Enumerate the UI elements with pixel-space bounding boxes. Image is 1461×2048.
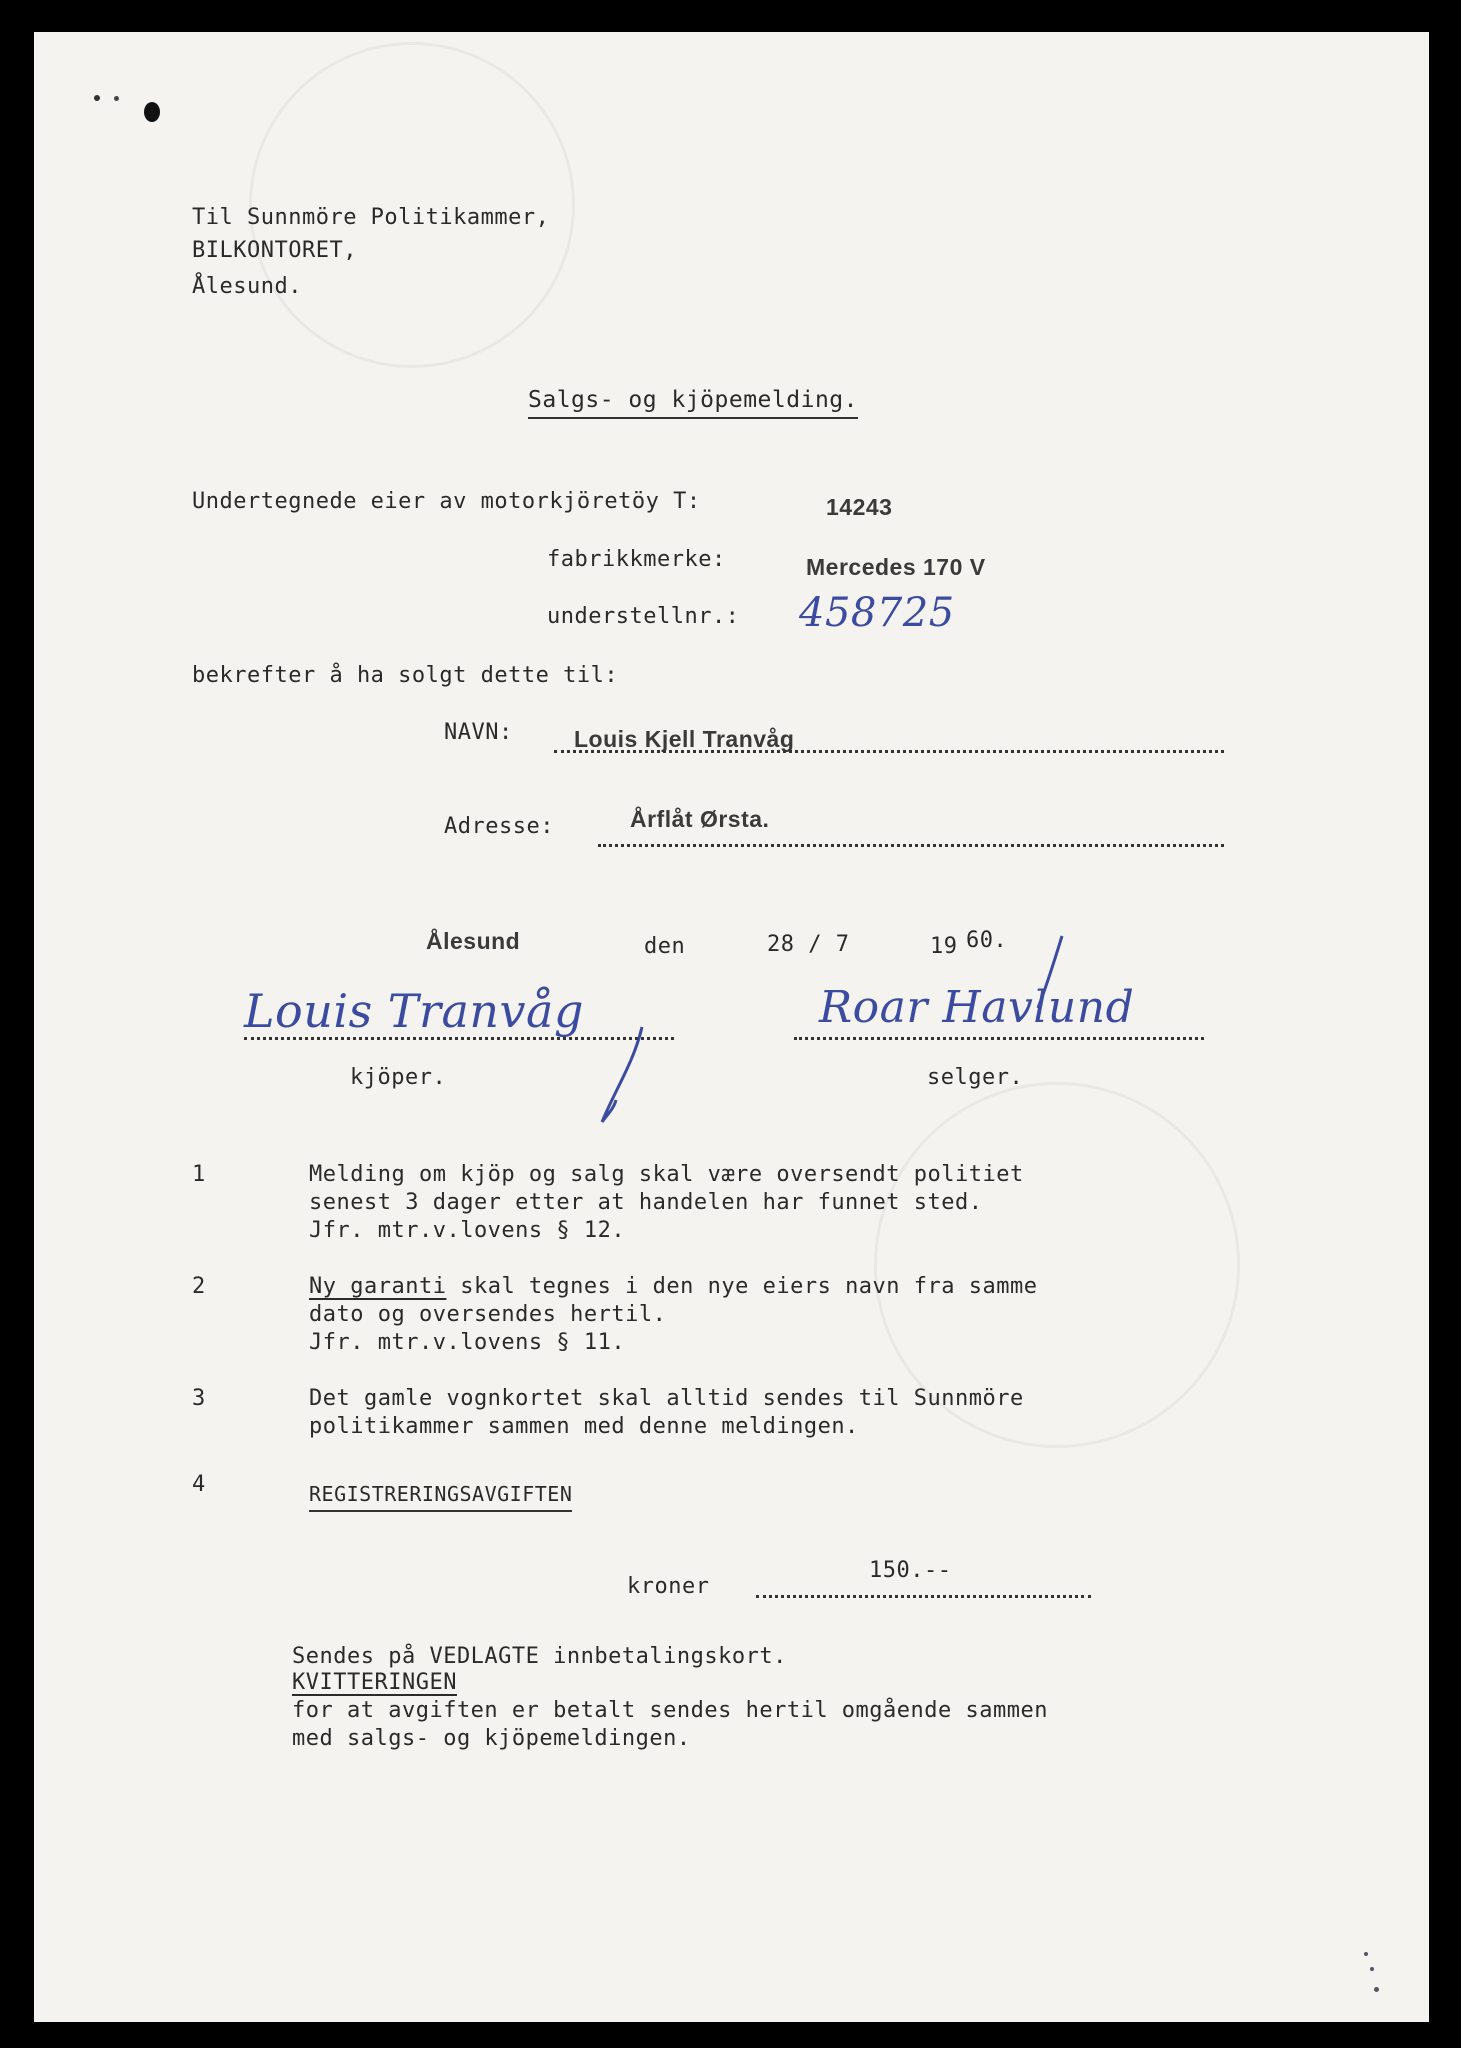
fee-dotted-line xyxy=(756,1595,1091,1598)
payment-line-1: Sendes på VEDLAGTE innbetalingskort. xyxy=(292,1644,787,1669)
payment-line-3: for at avgiften er betalt sendes hertil omgående sammen xyxy=(292,1698,1048,1723)
address-label: Adresse: xyxy=(444,814,554,839)
payment-line-2: KVITTERINGEN xyxy=(292,1670,457,1695)
item-2-line-1 xyxy=(309,1274,1038,1299)
document-page xyxy=(34,32,1429,2022)
seller-signature-stroke xyxy=(1024,932,1074,1012)
date-year-prefix: 19 xyxy=(930,934,958,959)
seller-signature-line xyxy=(794,1037,1204,1040)
item-3-number: 3 xyxy=(192,1386,206,1411)
ink-speck xyxy=(94,95,100,101)
ink-speck-2 xyxy=(114,96,119,101)
buyer-signature: Louis Tranvåg xyxy=(244,984,584,1038)
fee-label: kroner xyxy=(627,1574,710,1599)
make-label: fabrikkmerke: xyxy=(547,547,726,572)
item-4-number: 4 xyxy=(192,1472,206,1497)
item-2-line-3: Jfr. mtr.v.lovens § 11. xyxy=(309,1330,626,1355)
item-3-line-2: politikammer sammen med denne meldingen. xyxy=(309,1414,859,1439)
fee-amount: 150.-- xyxy=(869,1558,952,1583)
name-label: NAVN: xyxy=(444,720,513,745)
owner-label: Undertegnede eier av motorkjöretöy T: xyxy=(192,489,701,514)
ink-speck-4 xyxy=(1370,1967,1374,1971)
item-3-line-1: Det gamle vognkortet skal alltid sendes til Sunnmöre xyxy=(309,1386,1024,1411)
ink-blot xyxy=(144,102,160,122)
den-label: den xyxy=(644,934,686,959)
chassis-value: 458725 xyxy=(799,590,955,636)
name-value: Louis Kjell Tranvåg xyxy=(574,726,795,752)
payment-line-4: med salgs- og kjöpemeldingen. xyxy=(292,1726,691,1751)
recipient-line-2: BILKONTORET, xyxy=(192,238,357,263)
address-value: Årflåt Ørsta. xyxy=(630,806,770,832)
make-value: Mercedes 170 V xyxy=(806,554,986,580)
item-1-number: 1 xyxy=(192,1162,206,1187)
buyer-label: kjöper. xyxy=(350,1065,447,1090)
chassis-label: understellnr.: xyxy=(547,604,740,629)
reg-number-value: 14243 xyxy=(826,494,893,520)
item-1-line-2: senest 3 dager etter at handelen har funnet sted. xyxy=(309,1190,983,1215)
buyer-signature-line xyxy=(244,1037,674,1040)
ink-speck-3 xyxy=(1364,1952,1368,1956)
document-title: Salgs- og kjöpemelding. xyxy=(528,387,858,419)
recipient-line-3: Ålesund. xyxy=(192,274,302,299)
date-year-suffix: 60. xyxy=(966,928,1008,953)
item-2-line-1-rest: skal tegnes i den nye eiers navn fra samme xyxy=(460,1274,1038,1299)
new-guarantee-text: Ny garanti xyxy=(309,1274,447,1299)
sold-to-label: bekrefter å ha solgt dette til: xyxy=(192,663,619,688)
ink-speck-5 xyxy=(1374,1987,1379,1992)
seller-signature: Roar Havlund xyxy=(819,982,1135,1033)
item-1-line-1: Melding om kjöp og salg skal være oversendt politiet xyxy=(309,1162,1024,1187)
date-day-month: 28 / 7 xyxy=(767,932,850,957)
item-2-number: 2 xyxy=(192,1274,206,1299)
name-dotted-line xyxy=(554,750,1224,753)
seller-label: selger. xyxy=(927,1065,1024,1090)
recipient-line-1: Til Sunnmöre Politikammer, xyxy=(192,205,550,230)
item-2-line-2: dato og oversendes hertil. xyxy=(309,1302,667,1327)
item-1-line-3: Jfr. mtr.v.lovens § 12. xyxy=(309,1218,626,1243)
place-value: Ålesund xyxy=(426,928,521,954)
address-dotted-line xyxy=(598,844,1224,847)
fee-heading: REGISTRERINGSAVGIFTEN xyxy=(309,1482,572,1512)
